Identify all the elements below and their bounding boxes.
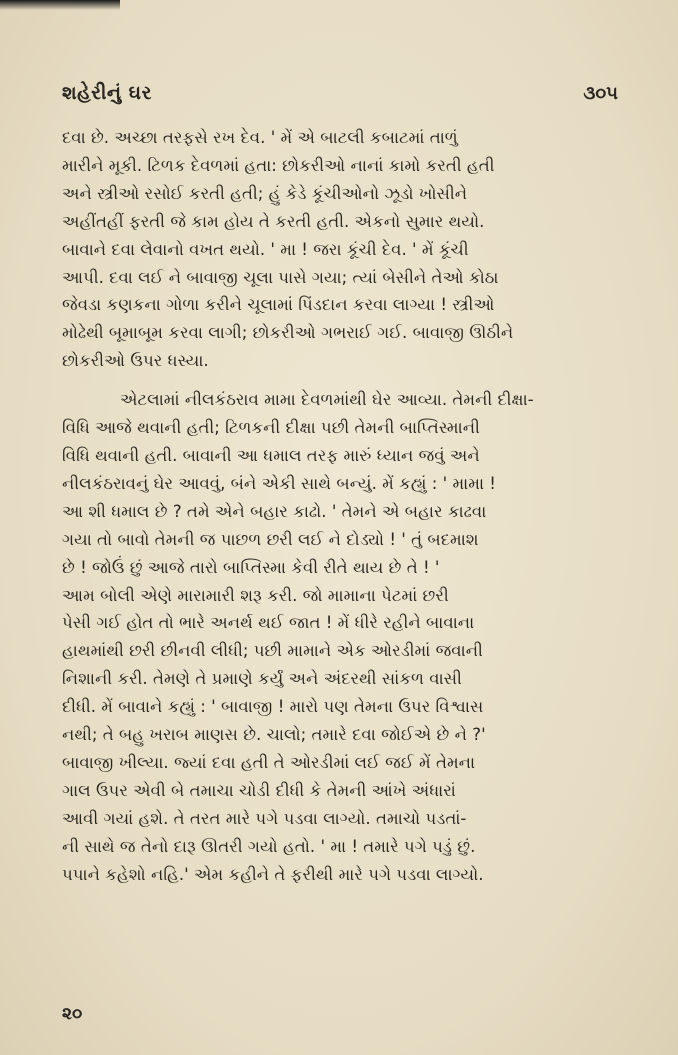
text-line: એટલામાં નીલકંઠરાવ મામા દેવળમાંથી ઘેર આવ્યા. તેમની દીક્ષા- xyxy=(120,390,534,410)
text-line: ગાલ ઉપર એવી બે તમાચા ચોડી દીધી કે તેમની આંખે અંધારાં xyxy=(62,780,456,800)
text-line: આમ બોલી એણે મારામારી શરૂ કરી. જો મામાના પેટમાં છરી xyxy=(62,585,449,605)
text-line: જેવડા કણકના ગોળા કરીને ચૂલામાં પિંડદાન કરવા લાગ્યા ! સ્ત્રીઓ xyxy=(62,295,495,315)
text-line: અહીંતહીં ફરતી જે કામ હોય તે કરતી હતી. એકનો સુમાર થયો. xyxy=(62,211,485,231)
text-line: દીધી. મેં બાવાને કહ્યું : ' બાવાજી ! મારો પણ તેમના ઉપર વિશ્વાસ xyxy=(62,697,484,717)
text-line: મોઢેથી બૂમાબૂમ કરવા લાગી; છોકરીઓ ગભરાઈ ગઈ. બાવાજી ઊઠીને xyxy=(62,323,514,343)
text-line: બાવાજી ખીલ્યા. જ્યાં દવા હતી તે ઓરડીમાં લઈ જઈ મેં તેમના xyxy=(62,752,476,772)
text-line: બાવાને દવા લેવાનો વખત થયો. ' મા ! જરા કૂંચી દેવ. ' મેં કૂંચી xyxy=(62,239,469,259)
page-body xyxy=(62,124,620,888)
text-line: હાથમાંથી છરી છીનવી લીધી; પછી મામાને એક ઓરડીમાં જવાની xyxy=(62,641,483,661)
page-header xyxy=(62,82,618,104)
text-line: મારીને મૂકી. ટિળક દેવળમાં હતા: છોકરીઓ નાનાં કામો કરતી હતી xyxy=(62,155,495,175)
text-line: નિશાની કરી. તેમણે તે પ્રમાણે કર્યું અને અંદરથી સાંકળ વાસી xyxy=(62,669,462,689)
paragraph xyxy=(62,386,620,888)
text-line: આપી. દવા લઈ ને બાવાજી ચૂલા પાસે ગયા; ત્યાં બેસીને તેઓ કોઠા xyxy=(62,267,499,287)
signature-mark: ૨૦ xyxy=(62,1004,83,1024)
text-line: પપાને કહેશો નહિ.' એમ કહીને તે ફરીથી મારે પગે પડવા લાગ્યો. xyxy=(62,864,484,884)
text-line: અને સ્ત્રીઓ રસોઈ કરતી હતી; હું કેડે કૂંચીઓનો ઝૂડો ખોસીને xyxy=(62,183,468,203)
text-line: આ શી ધમાલ છે ? તમે એને બહાર કાઢો. ' તેમને એ બહાર કાઢવા xyxy=(62,501,487,521)
paragraph xyxy=(62,124,620,375)
text-line: છે ! જોઉં છું આજે તારો બાપ્તિસ્મા કેવી રીતે થાય છે તે ! ' xyxy=(62,557,440,577)
text-line: નીલકંઠરાવનું ઘેર આવવું, બંને એકી સાથે બન્યું. મેં કહ્યું : ' મામા ! xyxy=(62,473,496,493)
text-line: નથી; તે બહુ ખરાબ માણસ છે. ચાલો; તમારે દવા જોઈએ છે ને ?' xyxy=(62,725,486,745)
text-line: વિધિ થવાની હતી. બાવાની આ ધમાલ તરફ મારું ધ્યાન જવું અને xyxy=(62,445,480,465)
text-line: વિધિ આજે થવાની હતી; ટિળકની દીક્ષા પછી તેમની બાપ્તિસ્માની xyxy=(62,418,480,438)
text-line: ગયા તો બાવો તેમની જ પાછળ છરી લઈ ને દોડ્યો ! ' તું બદમાશ xyxy=(62,529,479,549)
text-line: આવી ગયાં હશે. તે તરત મારે પગે પડવા લાગ્યો. તમાચો પડતાં- xyxy=(62,808,467,828)
text-line: ની સાથે જ તેનો દારૂ ઊતરી ગયો હતો. ' મા ! તમારે પગે પડું છું. xyxy=(62,836,476,856)
page-number: ૩૦૫ xyxy=(583,83,618,104)
page-edge-shadow xyxy=(0,0,120,10)
text-line: દવા છે. અચ્છા તરફસે રખ દેવ. ' મેં એ બાટલી કબાટમાં તાળું xyxy=(62,128,458,147)
running-title: શહેરીનું ઘર xyxy=(62,82,152,104)
text-line: છોકરીઓ ઉપર ધસ્યા. xyxy=(62,351,209,371)
text-line: પેસી ગઈ હોત તો ભારે અનર્થ થઈ જાત ! મેં ધીરે રહીને બાવાના xyxy=(62,613,475,633)
